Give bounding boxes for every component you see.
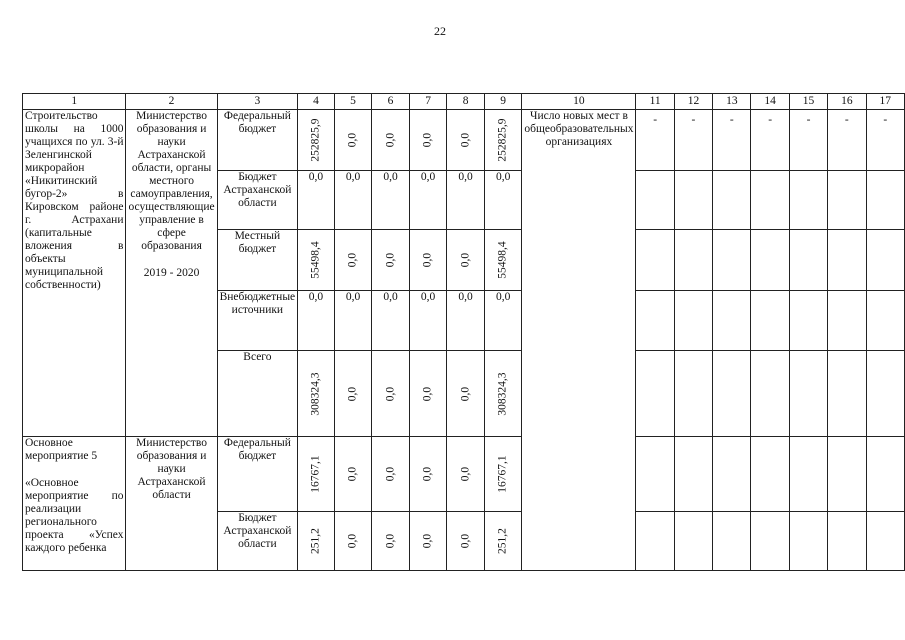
header-cell: 11 xyxy=(636,94,674,110)
value-text: 0,0 xyxy=(384,386,397,401)
value-cell xyxy=(298,110,335,171)
empty-cell xyxy=(713,437,751,512)
empty-cell xyxy=(751,230,789,291)
value-text: 252825,9 xyxy=(496,118,509,162)
value-text: 0,0 xyxy=(421,252,434,268)
value-cell xyxy=(372,437,410,512)
executor-text: Министерство образования и науки Астраханской области, органы местного самоуправления, осуществляющие управление в сфере образования xyxy=(128,110,215,252)
empty-cell xyxy=(751,171,789,230)
empty-cell xyxy=(636,351,674,437)
header-cell: 14 xyxy=(751,94,789,110)
value-text: 0,0 xyxy=(421,533,434,549)
value-text: 0,0 xyxy=(421,132,434,148)
value-cell xyxy=(447,351,485,437)
empty-cell xyxy=(674,230,712,291)
value-text: 252825,9 xyxy=(309,118,322,162)
indicator-cell: Число новых мест в общеобразовательных организациях xyxy=(522,110,636,571)
value-text: 0,0 xyxy=(421,386,434,401)
source-cell: Бюджет Астраханской области xyxy=(217,171,298,230)
period-text: 2019 - 2020 xyxy=(143,267,200,279)
value-cell xyxy=(298,512,335,571)
table-row xyxy=(23,437,905,512)
empty-cell xyxy=(636,230,674,291)
value-cell xyxy=(484,512,522,571)
value-cell: 0,0 xyxy=(484,171,522,230)
dash-cell: - xyxy=(674,110,712,171)
value-cell xyxy=(447,230,485,291)
executor-cell: Министерство образования и науки Астраханской области xyxy=(126,437,217,571)
empty-cell xyxy=(789,230,827,291)
header-cell: 13 xyxy=(713,94,751,110)
header-cell: 2 xyxy=(126,94,217,110)
value-cell xyxy=(409,512,447,571)
dash-cell: - xyxy=(789,110,827,171)
source-cell: Местный бюджет xyxy=(217,230,298,291)
funding-table xyxy=(22,93,905,571)
header-cell: 4 xyxy=(298,94,335,110)
value-text: 0,0 xyxy=(384,132,397,148)
value-text: 0,0 xyxy=(421,466,434,482)
value-cell xyxy=(409,351,447,437)
empty-cell xyxy=(789,351,827,437)
source-cell: Всего xyxy=(217,351,298,437)
value-text: 55498,4 xyxy=(496,241,509,279)
empty-cell xyxy=(674,512,712,571)
value-text: 0,0 xyxy=(346,466,359,482)
empty-cell xyxy=(751,351,789,437)
value-text: 251,2 xyxy=(309,528,322,554)
value-text: 0,0 xyxy=(459,466,472,482)
empty-cell xyxy=(674,351,712,437)
executor-cell xyxy=(126,110,217,437)
value-cell xyxy=(484,230,522,291)
source-cell: Внебюджетные источники xyxy=(217,291,298,351)
value-text: 0,0 xyxy=(346,386,359,401)
empty-cell xyxy=(828,230,866,291)
value-cell: 0,0 xyxy=(409,291,447,351)
dash-cell: - xyxy=(866,110,904,171)
value-cell xyxy=(447,110,485,171)
value-cell: 0,0 xyxy=(484,291,522,351)
empty-cell xyxy=(789,512,827,571)
empty-cell xyxy=(789,291,827,351)
value-text: 0,0 xyxy=(384,252,397,268)
empty-cell xyxy=(674,171,712,230)
empty-cell xyxy=(674,437,712,512)
value-cell xyxy=(298,230,335,291)
event-description: «Основное мероприятие по реализации регионального проекта «Успех каждого ребенка xyxy=(25,477,124,554)
source-cell: Федеральный бюджет xyxy=(217,110,298,171)
value-cell: 0,0 xyxy=(447,291,485,351)
empty-cell xyxy=(828,171,866,230)
empty-cell xyxy=(751,512,789,571)
empty-cell xyxy=(636,291,674,351)
event-title: Основное мероприятие 5 xyxy=(25,437,98,462)
empty-cell xyxy=(828,351,866,437)
value-text: 0,0 xyxy=(459,132,472,148)
header-cell: 15 xyxy=(789,94,827,110)
dash-cell: - xyxy=(636,110,674,171)
value-cell: 0,0 xyxy=(298,171,335,230)
value-cell xyxy=(409,110,447,171)
value-text: 0,0 xyxy=(346,533,359,549)
dash-cell: - xyxy=(751,110,789,171)
empty-cell xyxy=(636,171,674,230)
value-cell xyxy=(334,437,372,512)
empty-cell xyxy=(789,171,827,230)
dash-cell: - xyxy=(713,110,751,171)
value-cell xyxy=(409,230,447,291)
source-cell: Бюджет Астраханской области xyxy=(217,512,298,571)
value-cell xyxy=(334,512,372,571)
header-cell: 1 xyxy=(23,94,126,110)
value-cell: 0,0 xyxy=(447,171,485,230)
value-text: 55498,4 xyxy=(309,241,322,279)
value-cell xyxy=(334,110,372,171)
value-cell xyxy=(334,351,372,437)
value-cell: 0,0 xyxy=(372,171,410,230)
value-text: 308324,3 xyxy=(496,371,509,416)
empty-cell xyxy=(828,437,866,512)
header-cell: 6 xyxy=(372,94,410,110)
empty-cell xyxy=(713,171,751,230)
empty-cell xyxy=(866,512,904,571)
empty-cell xyxy=(674,291,712,351)
header-cell: 16 xyxy=(828,94,866,110)
value-cell xyxy=(484,110,522,171)
empty-cell xyxy=(713,512,751,571)
value-text: 0,0 xyxy=(346,252,359,268)
header-cell: 8 xyxy=(447,94,485,110)
page-number: 22 xyxy=(434,24,446,38)
table-row xyxy=(23,110,905,171)
value-text: 0,0 xyxy=(384,533,397,549)
empty-cell xyxy=(866,291,904,351)
empty-cell xyxy=(636,512,674,571)
empty-cell xyxy=(828,512,866,571)
value-text: 16767,1 xyxy=(309,455,322,493)
empty-cell xyxy=(866,171,904,230)
source-cell: Федеральный бюджет xyxy=(217,437,298,512)
header-cell: 7 xyxy=(409,94,447,110)
header-cell: 17 xyxy=(866,94,904,110)
event-name-cell: Строительство школы на 1000 учащихся по ул. 3-й Зеленгинской микрорайон «Никитинский бугор-2» в Кировском районе г. Астрахани (капитальные вложения в объекты муниципальной собственности) xyxy=(23,110,126,437)
value-text: 0,0 xyxy=(459,386,472,401)
value-text: 251,2 xyxy=(496,528,509,554)
header-row xyxy=(23,94,905,110)
header-cell: 5 xyxy=(334,94,372,110)
event-name-cell xyxy=(23,437,126,571)
value-cell: 0,0 xyxy=(334,291,372,351)
value-cell: 0,0 xyxy=(334,171,372,230)
value-cell: 0,0 xyxy=(409,171,447,230)
value-cell xyxy=(298,437,335,512)
header-cell: 3 xyxy=(217,94,298,110)
empty-cell xyxy=(866,230,904,291)
value-cell xyxy=(372,110,410,171)
empty-cell xyxy=(713,291,751,351)
value-cell xyxy=(372,512,410,571)
value-cell: 0,0 xyxy=(372,291,410,351)
empty-cell xyxy=(751,291,789,351)
dash-cell: - xyxy=(828,110,866,171)
empty-cell xyxy=(866,351,904,437)
empty-cell xyxy=(713,230,751,291)
header-cell: 9 xyxy=(484,94,522,110)
value-text: 308324,3 xyxy=(309,371,322,416)
empty-cell xyxy=(751,437,789,512)
value-cell xyxy=(409,437,447,512)
empty-cell xyxy=(828,291,866,351)
funding-table-container xyxy=(22,93,905,571)
value-text: 0,0 xyxy=(384,466,397,482)
value-cell xyxy=(372,351,410,437)
value-cell xyxy=(334,230,372,291)
empty-cell xyxy=(636,437,674,512)
value-cell xyxy=(447,437,485,512)
value-cell xyxy=(372,230,410,291)
header-cell: 12 xyxy=(674,94,712,110)
value-text: 0,0 xyxy=(346,132,359,148)
value-cell xyxy=(484,351,522,437)
value-text: 16767,1 xyxy=(496,455,509,493)
empty-cell xyxy=(713,351,751,437)
value-cell xyxy=(298,351,335,437)
value-cell xyxy=(484,437,522,512)
value-cell xyxy=(447,512,485,571)
header-cell: 10 xyxy=(522,94,636,110)
empty-cell xyxy=(866,437,904,512)
value-cell: 0,0 xyxy=(298,291,335,351)
value-text: 0,0 xyxy=(459,533,472,549)
empty-cell xyxy=(789,437,827,512)
value-text: 0,0 xyxy=(459,252,472,268)
